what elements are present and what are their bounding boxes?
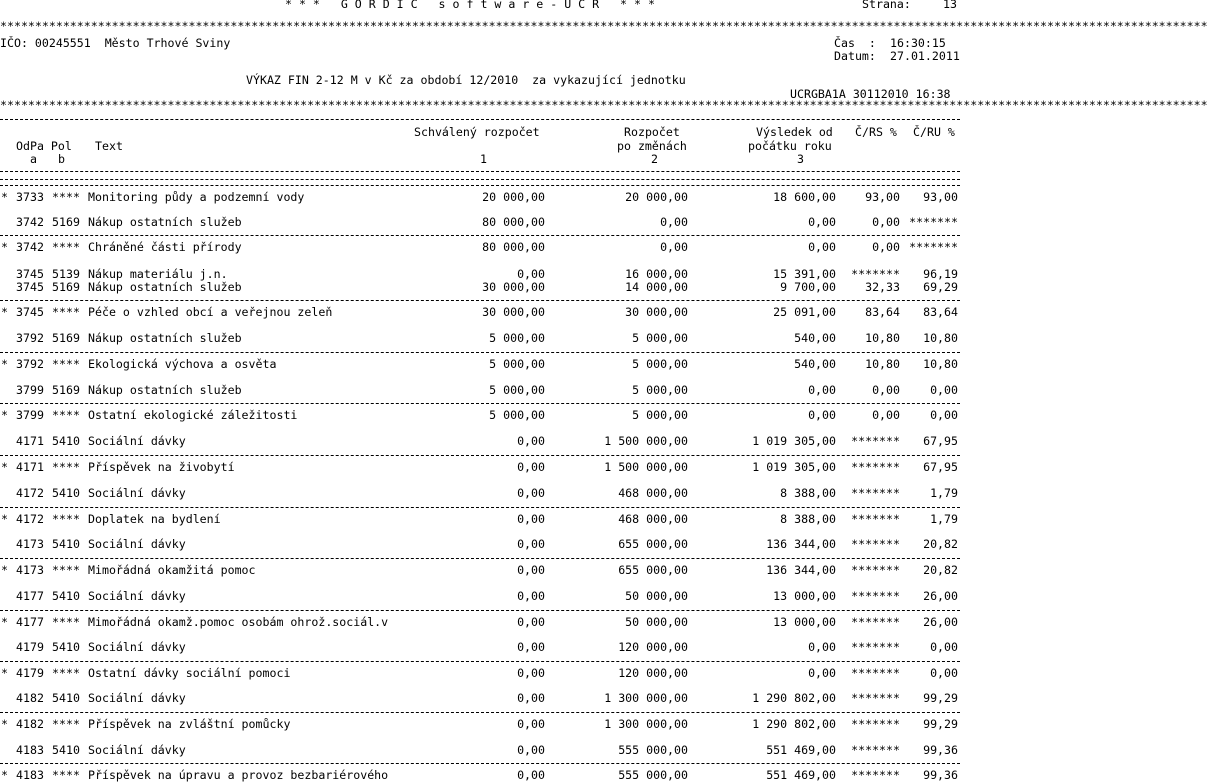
row-schvaleny: 0,00 — [517, 512, 545, 526]
row-rozpocet: 5 000,00 — [632, 331, 688, 345]
row-schvaleny: 0,00 — [517, 434, 545, 448]
row-rs: ******* — [851, 512, 900, 526]
row-vysledek: 1 019 305,00 — [752, 434, 836, 448]
row-schvaleny: 30 000,00 — [482, 280, 545, 294]
row-ru: 26,00 — [923, 615, 958, 629]
row-odpa: 3742 — [16, 215, 44, 229]
row-odpa: 3742 — [16, 240, 44, 254]
row-odpa: 4172 — [16, 512, 44, 526]
row-vysledek: 9 700,00 — [780, 280, 836, 294]
row-vysledek: 1 019 305,00 — [752, 460, 836, 474]
row-text: Monitoring půdy a podzemní vody — [88, 190, 305, 204]
row-rozpocet: 655 000,00 — [618, 563, 688, 577]
row-pol: 5410 — [52, 537, 80, 551]
table-row — [0, 590, 960, 603]
row-schvaleny: 5 000,00 — [489, 357, 545, 371]
row-odpa: 3733 — [16, 190, 44, 204]
row-pol: 5410 — [52, 640, 80, 654]
col-odpa-pol: OdPa Pol — [16, 139, 72, 153]
row-prefix: * — [1, 717, 8, 731]
row-ru: 0,00 — [930, 408, 958, 422]
row-prefix: * — [1, 512, 8, 526]
row-rozpocet: 555 000,00 — [618, 743, 688, 757]
time-label: Čas : — [834, 36, 876, 50]
table-total-row — [0, 667, 960, 680]
row-rozpocet: 5 000,00 — [632, 357, 688, 371]
row-prefix: * — [1, 563, 8, 577]
row-odpa: 4171 — [16, 434, 44, 448]
row-pol: **** — [52, 357, 80, 371]
total-separator — [0, 661, 960, 662]
row-text: Nákup ostatních služeb — [88, 215, 242, 229]
row-ru: 93,00 — [923, 190, 958, 204]
row-rozpocet: 16 000,00 — [625, 267, 688, 281]
table-total-row — [0, 718, 960, 731]
total-separator — [0, 610, 960, 611]
total-separator — [0, 235, 960, 236]
total-separator — [0, 507, 960, 508]
table-row — [0, 538, 960, 551]
row-schvaleny: 80 000,00 — [482, 215, 545, 229]
row-vysledek: 551 469,00 — [766, 743, 836, 757]
row-rs: ******* — [851, 460, 900, 474]
row-vysledek: 0,00 — [808, 383, 836, 397]
row-rs: ******* — [851, 486, 900, 500]
table-row — [0, 281, 960, 294]
row-rozpocet: 5 000,00 — [632, 383, 688, 397]
row-ru: 10,80 — [923, 357, 958, 371]
row-text: Ekologická výchova a osvěta — [88, 357, 277, 371]
total-separator — [0, 352, 960, 353]
table-total-row — [0, 358, 960, 371]
total-separator — [0, 403, 960, 404]
row-prefix: * — [1, 460, 8, 474]
row-text: Mimořádná okamž.pomoc osobám ohrož.sociál.v — [88, 615, 389, 629]
row-odpa: 3745 — [16, 267, 44, 281]
row-rs: ******* — [851, 717, 900, 731]
col-po-zmenach: po změnách — [617, 139, 687, 153]
column-header-rule-2 — [0, 179, 960, 180]
row-odpa: 3799 — [16, 408, 44, 422]
row-ru: 99,29 — [923, 691, 958, 705]
row-schvaleny: 30 000,00 — [482, 305, 545, 319]
row-schvaleny: 0,00 — [517, 589, 545, 603]
date-label: Datum: — [834, 49, 876, 63]
row-ru: 1,79 — [930, 512, 958, 526]
row-rs: ******* — [851, 434, 900, 448]
row-vysledek: 0,00 — [808, 640, 836, 654]
table-row — [0, 384, 960, 397]
row-rs: 0,00 — [872, 408, 900, 422]
row-vysledek: 0,00 — [808, 408, 836, 422]
row-pol: 5410 — [52, 691, 80, 705]
row-odpa: 4182 — [16, 691, 44, 705]
row-rozpocet: 468 000,00 — [618, 512, 688, 526]
col-n2: 2 — [651, 152, 658, 166]
row-odpa: 3792 — [16, 357, 44, 371]
row-pol: 5169 — [52, 215, 80, 229]
row-prefix: * — [1, 666, 8, 680]
col-schvaleny: Schválený rozpočet — [414, 125, 540, 139]
row-rs: ******* — [851, 768, 900, 782]
row-ru: 26,00 — [923, 589, 958, 603]
total-separator — [0, 455, 960, 456]
row-odpa: 4171 — [16, 460, 44, 474]
row-schvaleny: 0,00 — [517, 717, 545, 731]
table-total-row — [0, 191, 960, 204]
company-banner: * * * G O R D I C s o f t w a r e - U C R * * * — [285, 0, 655, 11]
row-odpa: 4179 — [16, 640, 44, 654]
row-prefix: * — [1, 357, 8, 371]
row-odpa: 4172 — [16, 486, 44, 500]
row-prefix: * — [1, 240, 8, 254]
row-ru: 20,82 — [923, 563, 958, 577]
row-ru: 1,79 — [930, 486, 958, 500]
total-separator — [0, 763, 960, 764]
row-vysledek: 540,00 — [794, 357, 836, 371]
row-ru: 99,36 — [923, 743, 958, 757]
row-vysledek: 0,00 — [808, 215, 836, 229]
row-schvaleny: 0,00 — [517, 460, 545, 474]
row-pol: 5169 — [52, 383, 80, 397]
row-pol: **** — [52, 563, 80, 577]
row-ru: 99,29 — [923, 717, 958, 731]
row-rs: 10,80 — [865, 357, 900, 371]
row-ru: 67,95 — [923, 434, 958, 448]
table-row — [0, 641, 960, 654]
row-rozpocet: 555 000,00 — [618, 768, 688, 782]
row-pol: **** — [52, 768, 80, 782]
row-odpa: 4182 — [16, 717, 44, 731]
row-text: Sociální dávky — [88, 486, 186, 500]
row-vysledek: 0,00 — [808, 240, 836, 254]
row-pol: **** — [52, 717, 80, 731]
total-separator — [0, 300, 960, 301]
row-pol: **** — [52, 615, 80, 629]
report-title: VÝKAZ FIN 2-12 M v Kč za období 12/2010 za vykazující jednotku — [246, 73, 686, 87]
row-rozpocet: 1 500 000,00 — [604, 460, 688, 474]
row-ru: 69,29 — [923, 280, 958, 294]
row-rozpocet: 50 000,00 — [625, 615, 688, 629]
col-b: b — [58, 152, 65, 166]
row-rozpocet: 468 000,00 — [618, 486, 688, 500]
row-ru: 20,82 — [923, 537, 958, 551]
table-row — [0, 332, 960, 345]
col-text: Text — [95, 139, 123, 153]
row-schvaleny: 0,00 — [517, 267, 545, 281]
row-vysledek: 136 344,00 — [766, 537, 836, 551]
col-vysledek: Výsledek od — [756, 125, 833, 139]
row-prefix: * — [1, 768, 8, 782]
row-rs: ******* — [851, 589, 900, 603]
col-pocatku: počátku roku — [748, 139, 832, 153]
row-text: Příspěvek na živobytí — [88, 460, 235, 474]
row-text: Nákup ostatních služeb — [88, 331, 242, 345]
row-ru: 67,95 — [923, 460, 958, 474]
row-text: Sociální dávky — [88, 743, 186, 757]
row-vysledek: 551 469,00 — [766, 768, 836, 782]
row-schvaleny: 5 000,00 — [489, 331, 545, 345]
row-rozpocet: 1 300 000,00 — [604, 691, 688, 705]
row-pol: 5410 — [52, 434, 80, 448]
row-schvaleny: 0,00 — [517, 640, 545, 654]
table-total-row — [0, 409, 960, 422]
row-text: Ostatní ekologické záležitosti — [88, 408, 298, 422]
date-value: 27.01.2011 — [890, 49, 960, 63]
row-schvaleny: 5 000,00 — [489, 383, 545, 397]
row-ru: 83,64 — [923, 305, 958, 319]
row-text: Příspěvek na zvláštní pomůcky — [88, 717, 291, 731]
row-vysledek: 1 290 802,00 — [752, 717, 836, 731]
row-text: Ostatní dávky sociální pomoci — [88, 666, 291, 680]
table-total-row — [0, 461, 960, 474]
row-rs: ******* — [851, 537, 900, 551]
total-separator — [0, 558, 960, 559]
row-rs: 93,00 — [865, 190, 900, 204]
row-rs: 0,00 — [872, 215, 900, 229]
row-schvaleny: 0,00 — [517, 768, 545, 782]
row-vysledek: 25 091,00 — [773, 305, 836, 319]
row-ru: ******* — [909, 215, 958, 229]
row-vysledek: 1 290 802,00 — [752, 691, 836, 705]
row-text: Mimořádná okamžitá pomoc — [88, 563, 256, 577]
row-odpa: 4183 — [16, 743, 44, 757]
row-vysledek: 0,00 — [808, 666, 836, 680]
col-rs: Č/RS % — [855, 125, 897, 139]
row-odpa: 4179 — [16, 666, 44, 680]
row-vysledek: 13 000,00 — [773, 615, 836, 629]
row-pol: **** — [52, 305, 80, 319]
table-total-row — [0, 241, 960, 254]
table-total-row — [0, 513, 960, 526]
row-rozpocet: 120 000,00 — [618, 640, 688, 654]
total-separator — [0, 185, 960, 186]
row-text: Sociální dávky — [88, 691, 186, 705]
row-schvaleny: 80 000,00 — [482, 240, 545, 254]
row-rs: ******* — [851, 743, 900, 757]
row-ru: ******* — [909, 240, 958, 254]
row-pol: 5410 — [52, 743, 80, 757]
row-rs: ******* — [851, 563, 900, 577]
row-schvaleny: 0,00 — [517, 743, 545, 757]
row-odpa: 3745 — [16, 305, 44, 319]
row-rozpocet: 5 000,00 — [632, 408, 688, 422]
row-schvaleny: 0,00 — [517, 615, 545, 629]
report-code: UCRGBA1A 30112010 16:38 — [790, 87, 951, 101]
row-rozpocet: 655 000,00 — [618, 537, 688, 551]
row-vysledek: 18 600,00 — [773, 190, 836, 204]
row-prefix: * — [1, 190, 8, 204]
table-total-row — [0, 769, 960, 782]
row-pol: **** — [52, 408, 80, 422]
row-vysledek: 13 000,00 — [773, 589, 836, 603]
row-odpa: 3799 — [16, 383, 44, 397]
header-rule — [0, 119, 960, 120]
row-odpa: 3792 — [16, 331, 44, 345]
row-pol: **** — [52, 240, 80, 254]
row-odpa: 4183 — [16, 768, 44, 782]
row-ru: 99,36 — [923, 768, 958, 782]
row-rs: ******* — [851, 691, 900, 705]
row-prefix: * — [1, 615, 8, 629]
col-a: a — [30, 152, 37, 166]
time-value: 16:30:15 — [890, 36, 946, 50]
stars-divider-bottom: ***************************************************************************************************************************************************************************** — [0, 98, 1208, 112]
row-pol: **** — [52, 190, 80, 204]
row-pol: 5410 — [52, 486, 80, 500]
row-schvaleny: 0,00 — [517, 537, 545, 551]
row-schvaleny: 5 000,00 — [489, 408, 545, 422]
table-row — [0, 744, 960, 757]
row-odpa: 4173 — [16, 563, 44, 577]
row-odpa: 4177 — [16, 589, 44, 603]
row-schvaleny: 20 000,00 — [482, 190, 545, 204]
row-text: Sociální dávky — [88, 640, 186, 654]
table-row — [0, 435, 960, 448]
row-prefix: * — [1, 408, 8, 422]
row-rs: ******* — [851, 666, 900, 680]
row-rs: ******* — [851, 640, 900, 654]
col-ru: Č/RU % — [913, 125, 955, 139]
row-rs: 32,33 — [865, 280, 900, 294]
row-vysledek: 8 388,00 — [780, 486, 836, 500]
row-rs: 0,00 — [872, 240, 900, 254]
row-pol: **** — [52, 666, 80, 680]
row-schvaleny: 0,00 — [517, 563, 545, 577]
table-total-row — [0, 616, 960, 629]
row-rozpocet: 0,00 — [660, 240, 688, 254]
row-pol: **** — [52, 460, 80, 474]
row-rs: 83,64 — [865, 305, 900, 319]
row-ru: 0,00 — [930, 666, 958, 680]
row-rozpocet: 50 000,00 — [625, 589, 688, 603]
row-odpa: 3745 — [16, 280, 44, 294]
row-ru: 0,00 — [930, 640, 958, 654]
column-header-rule-1 — [0, 171, 960, 172]
table-total-row — [0, 564, 960, 577]
row-pol: **** — [52, 512, 80, 526]
row-rozpocet: 1 300 000,00 — [604, 717, 688, 731]
row-rozpocet: 30 000,00 — [625, 305, 688, 319]
row-schvaleny: 0,00 — [517, 486, 545, 500]
col-rozpocet: Rozpočet — [624, 125, 680, 139]
row-ru: 0,00 — [930, 383, 958, 397]
page-number: 13 — [943, 0, 957, 11]
table-row — [0, 487, 960, 500]
ico-line: IČO: 00245551 Město Trhové Sviny — [0, 36, 231, 50]
row-text: Chráněné části přírody — [88, 240, 242, 254]
row-pol: 5169 — [52, 280, 80, 294]
row-vysledek: 8 388,00 — [780, 512, 836, 526]
row-prefix: * — [1, 305, 8, 319]
col-n3: 3 — [797, 152, 804, 166]
row-rs: 0,00 — [872, 383, 900, 397]
row-schvaleny: 0,00 — [517, 691, 545, 705]
row-vysledek: 15 391,00 — [773, 267, 836, 281]
row-odpa: 4177 — [16, 615, 44, 629]
row-text: Sociální dávky — [88, 434, 186, 448]
row-text: Péče o vzhled obcí a veřejnou zeleň — [88, 305, 333, 319]
row-text: Sociální dávky — [88, 589, 186, 603]
row-ru: 96,19 — [923, 267, 958, 281]
table-row — [0, 692, 960, 705]
row-vysledek: 136 344,00 — [766, 563, 836, 577]
row-ru: 10,80 — [923, 331, 958, 345]
row-pol: 5410 — [52, 589, 80, 603]
total-separator — [0, 712, 960, 713]
row-odpa: 4173 — [16, 537, 44, 551]
row-text: Doplatek na bydlení — [88, 512, 221, 526]
row-rs: ******* — [851, 615, 900, 629]
row-rs: 10,80 — [865, 331, 900, 345]
row-text: Sociální dávky — [88, 537, 186, 551]
row-vysledek: 540,00 — [794, 331, 836, 345]
row-rozpocet: 1 500 000,00 — [604, 434, 688, 448]
row-pol: 5139 — [52, 267, 80, 281]
row-text: Nákup ostatních služeb — [88, 383, 242, 397]
row-rozpocet: 120 000,00 — [618, 666, 688, 680]
row-text: Příspěvek na úpravu a provoz bezbariérového — [88, 768, 389, 782]
stars-divider-top: ***************************************************************************************************************************************************************************** — [0, 19, 1208, 33]
table-row — [0, 216, 960, 229]
row-rs: ******* — [851, 267, 900, 281]
page-label: Strana: — [862, 0, 911, 11]
row-pol: 5169 — [52, 331, 80, 345]
row-text: Nákup materiálu j.n. — [88, 267, 228, 281]
row-text: Nákup ostatních služeb — [88, 280, 242, 294]
row-schvaleny: 0,00 — [517, 666, 545, 680]
col-n1: 1 — [480, 152, 487, 166]
row-rozpocet: 20 000,00 — [625, 190, 688, 204]
row-rozpocet: 0,00 — [660, 215, 688, 229]
table-total-row — [0, 306, 960, 319]
row-rozpocet: 14 000,00 — [625, 280, 688, 294]
